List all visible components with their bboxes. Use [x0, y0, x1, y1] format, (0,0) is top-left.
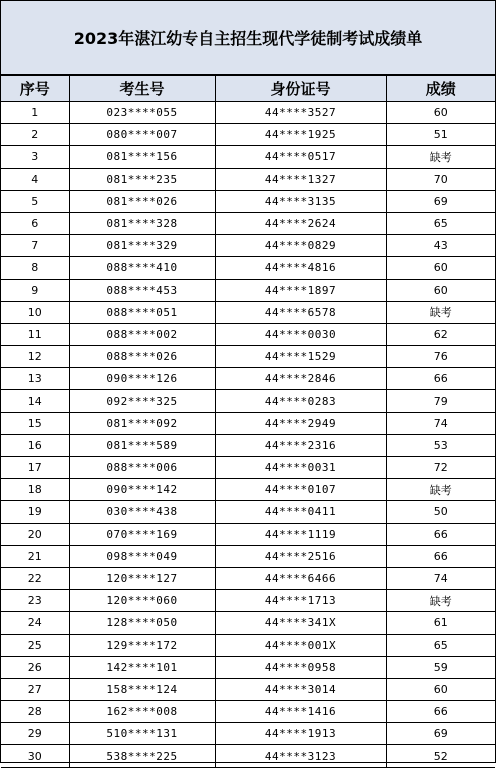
cell-score: 53 [386, 434, 495, 456]
cell-candidate-number: 162****008 [69, 701, 215, 723]
cell-id-number: 44****3123 [215, 745, 386, 767]
cell-index: 23 [1, 590, 69, 612]
cell-index: 14 [1, 390, 69, 412]
cell-index: 27 [1, 678, 69, 700]
cell-score: 60 [386, 102, 495, 124]
cell-score: 61 [386, 612, 495, 634]
cell-index: 11 [1, 323, 69, 345]
cell-score: 69 [386, 190, 495, 212]
sheet-title: 2023年湛江幼专自主招生现代学徒制考试成绩单 [1, 1, 495, 75]
cell-id-number: 44****0031 [215, 457, 386, 479]
cell-score: 76 [386, 346, 495, 368]
cell-id-number: 44****1327 [215, 168, 386, 190]
cell-id-number: 44****6578 [215, 301, 386, 323]
cell-index: 30 [1, 745, 69, 767]
cell-candidate-number: 088****051 [69, 301, 215, 323]
cell-score: 66 [386, 545, 495, 567]
cell-id-number: 44****0411 [215, 501, 386, 523]
cell-id-number: 44****1529 [215, 346, 386, 368]
cell-id-number: 44****3527 [215, 102, 386, 124]
cell-index: 7 [1, 235, 69, 257]
cell-index: 26 [1, 656, 69, 678]
cell-index: 8 [1, 257, 69, 279]
cell-candidate-number: 098****049 [69, 545, 215, 567]
score-table [1, 75, 495, 768]
cell-id-number: 44****0030 [215, 323, 386, 345]
cell-score: 65 [386, 212, 495, 234]
cell-score: 缺考 [386, 479, 495, 501]
cell-candidate-number: 090****126 [69, 368, 215, 390]
cell-index: 22 [1, 567, 69, 589]
table-row [1, 346, 495, 368]
table-row [1, 412, 495, 434]
cell-score: 51 [386, 124, 495, 146]
cell-index: 9 [1, 279, 69, 301]
cell-candidate-number: 070****169 [69, 523, 215, 545]
cell-index: 3 [1, 146, 69, 168]
cell-id-number: 44****1925 [215, 124, 386, 146]
cell-score: 69 [386, 723, 495, 745]
cell-id-number: 44****1713 [215, 590, 386, 612]
cell-index: 15 [1, 412, 69, 434]
table-row [1, 501, 495, 523]
cell-candidate-number: 142****101 [69, 656, 215, 678]
cell-candidate-number: 081****156 [69, 146, 215, 168]
cell-index: 13 [1, 368, 69, 390]
table-row [1, 124, 495, 146]
cell-candidate-number: 088****026 [69, 346, 215, 368]
cell-score: 66 [386, 368, 495, 390]
header-score: 成绩 [386, 76, 495, 102]
table-row [1, 257, 495, 279]
table-row [1, 235, 495, 257]
cell-index: 16 [1, 434, 69, 456]
cell-id-number: 44****1416 [215, 701, 386, 723]
table-row [1, 279, 495, 301]
header-row [1, 76, 495, 102]
cell-candidate-number: 538****225 [69, 745, 215, 767]
table-row [1, 190, 495, 212]
table-row [1, 701, 495, 723]
cell-index: 10 [1, 301, 69, 323]
cell-score: 74 [386, 412, 495, 434]
cell-score: 缺考 [386, 301, 495, 323]
cell-score: 70 [386, 168, 495, 190]
cell-score: 66 [386, 701, 495, 723]
cell-score: 60 [386, 279, 495, 301]
cell-index: 4 [1, 168, 69, 190]
cell-id-number: 44****1119 [215, 523, 386, 545]
cell-candidate-number: 081****328 [69, 212, 215, 234]
table-row [1, 634, 495, 656]
cell-id-number: 44****1913 [215, 723, 386, 745]
table-row [1, 723, 495, 745]
cell-candidate-number: 120****060 [69, 590, 215, 612]
table-row [1, 745, 495, 767]
cell-candidate-number: 129****172 [69, 634, 215, 656]
cell-id-number: 44****3014 [215, 678, 386, 700]
table-row [1, 656, 495, 678]
table-row [1, 390, 495, 412]
cell-id-number: 44****0829 [215, 235, 386, 257]
cell-candidate-number: 081****329 [69, 235, 215, 257]
table-row [1, 567, 495, 589]
cell-id-number: 44****0517 [215, 146, 386, 168]
table-row [1, 323, 495, 345]
cell-candidate-number: 120****127 [69, 567, 215, 589]
cell-score: 62 [386, 323, 495, 345]
header-id-number: 身份证号 [215, 76, 386, 102]
table-row [1, 545, 495, 567]
cell-score: 65 [386, 634, 495, 656]
cell-id-number: 44****0107 [215, 479, 386, 501]
table-row [1, 102, 495, 124]
cell-candidate-number: 088****002 [69, 323, 215, 345]
cell-id-number: 44****4816 [215, 257, 386, 279]
cell-index: 1 [1, 102, 69, 124]
cell-score: 缺考 [386, 146, 495, 168]
cell-candidate-number: 128****050 [69, 612, 215, 634]
cell-id-number: 44****6466 [215, 567, 386, 589]
cell-id-number: 44****3135 [215, 190, 386, 212]
table-row [1, 612, 495, 634]
cell-score: 74 [386, 567, 495, 589]
cell-score: 59 [386, 656, 495, 678]
cell-index: 6 [1, 212, 69, 234]
cell-candidate-number: 158****124 [69, 678, 215, 700]
cell-candidate-number: 088****006 [69, 457, 215, 479]
cell-id-number: 44****1897 [215, 279, 386, 301]
cell-candidate-number: 081****026 [69, 190, 215, 212]
cell-score: 缺考 [386, 590, 495, 612]
table-row [1, 523, 495, 545]
cell-index: 18 [1, 479, 69, 501]
cell-index: 29 [1, 723, 69, 745]
cell-id-number: 44****001X [215, 634, 386, 656]
table-row [1, 434, 495, 456]
table-row [1, 590, 495, 612]
cell-score: 43 [386, 235, 495, 257]
table-row [1, 368, 495, 390]
table-row [1, 212, 495, 234]
header-index: 序号 [1, 76, 69, 102]
cell-id-number: 44****2846 [215, 368, 386, 390]
table-row [1, 678, 495, 700]
cell-score: 52 [386, 745, 495, 767]
cell-id-number: 44****0283 [215, 390, 386, 412]
cell-candidate-number: 081****589 [69, 434, 215, 456]
table-row [1, 146, 495, 168]
cell-candidate-number: 088****453 [69, 279, 215, 301]
cell-candidate-number: 510****131 [69, 723, 215, 745]
cell-candidate-number: 081****235 [69, 168, 215, 190]
cell-score: 72 [386, 457, 495, 479]
cell-index: 17 [1, 457, 69, 479]
cell-score: 50 [386, 501, 495, 523]
table-row [1, 457, 495, 479]
cell-candidate-number: 092****325 [69, 390, 215, 412]
cell-id-number: 44****2624 [215, 212, 386, 234]
cell-index: 5 [1, 190, 69, 212]
cell-id-number: 44****2516 [215, 545, 386, 567]
cell-score: 66 [386, 523, 495, 545]
cell-index: 25 [1, 634, 69, 656]
header-candidate-number: 考生号 [69, 76, 215, 102]
cell-score: 60 [386, 257, 495, 279]
cell-index: 12 [1, 346, 69, 368]
cell-score: 79 [386, 390, 495, 412]
cell-id-number: 44****0958 [215, 656, 386, 678]
cell-index: 2 [1, 124, 69, 146]
cell-candidate-number: 080****007 [69, 124, 215, 146]
cell-index: 24 [1, 612, 69, 634]
cell-index: 20 [1, 523, 69, 545]
cell-candidate-number: 030****438 [69, 501, 215, 523]
table-row [1, 168, 495, 190]
cell-candidate-number: 023****055 [69, 102, 215, 124]
cell-index: 21 [1, 545, 69, 567]
table-row [1, 301, 495, 323]
cell-candidate-number: 090****142 [69, 479, 215, 501]
cell-candidate-number: 081****092 [69, 412, 215, 434]
cell-score: 60 [386, 678, 495, 700]
cell-id-number: 44****2949 [215, 412, 386, 434]
table-row [1, 479, 495, 501]
cell-index: 28 [1, 701, 69, 723]
cell-index: 19 [1, 501, 69, 523]
cell-id-number: 44****341X [215, 612, 386, 634]
cell-id-number: 44****2316 [215, 434, 386, 456]
cell-candidate-number: 088****410 [69, 257, 215, 279]
